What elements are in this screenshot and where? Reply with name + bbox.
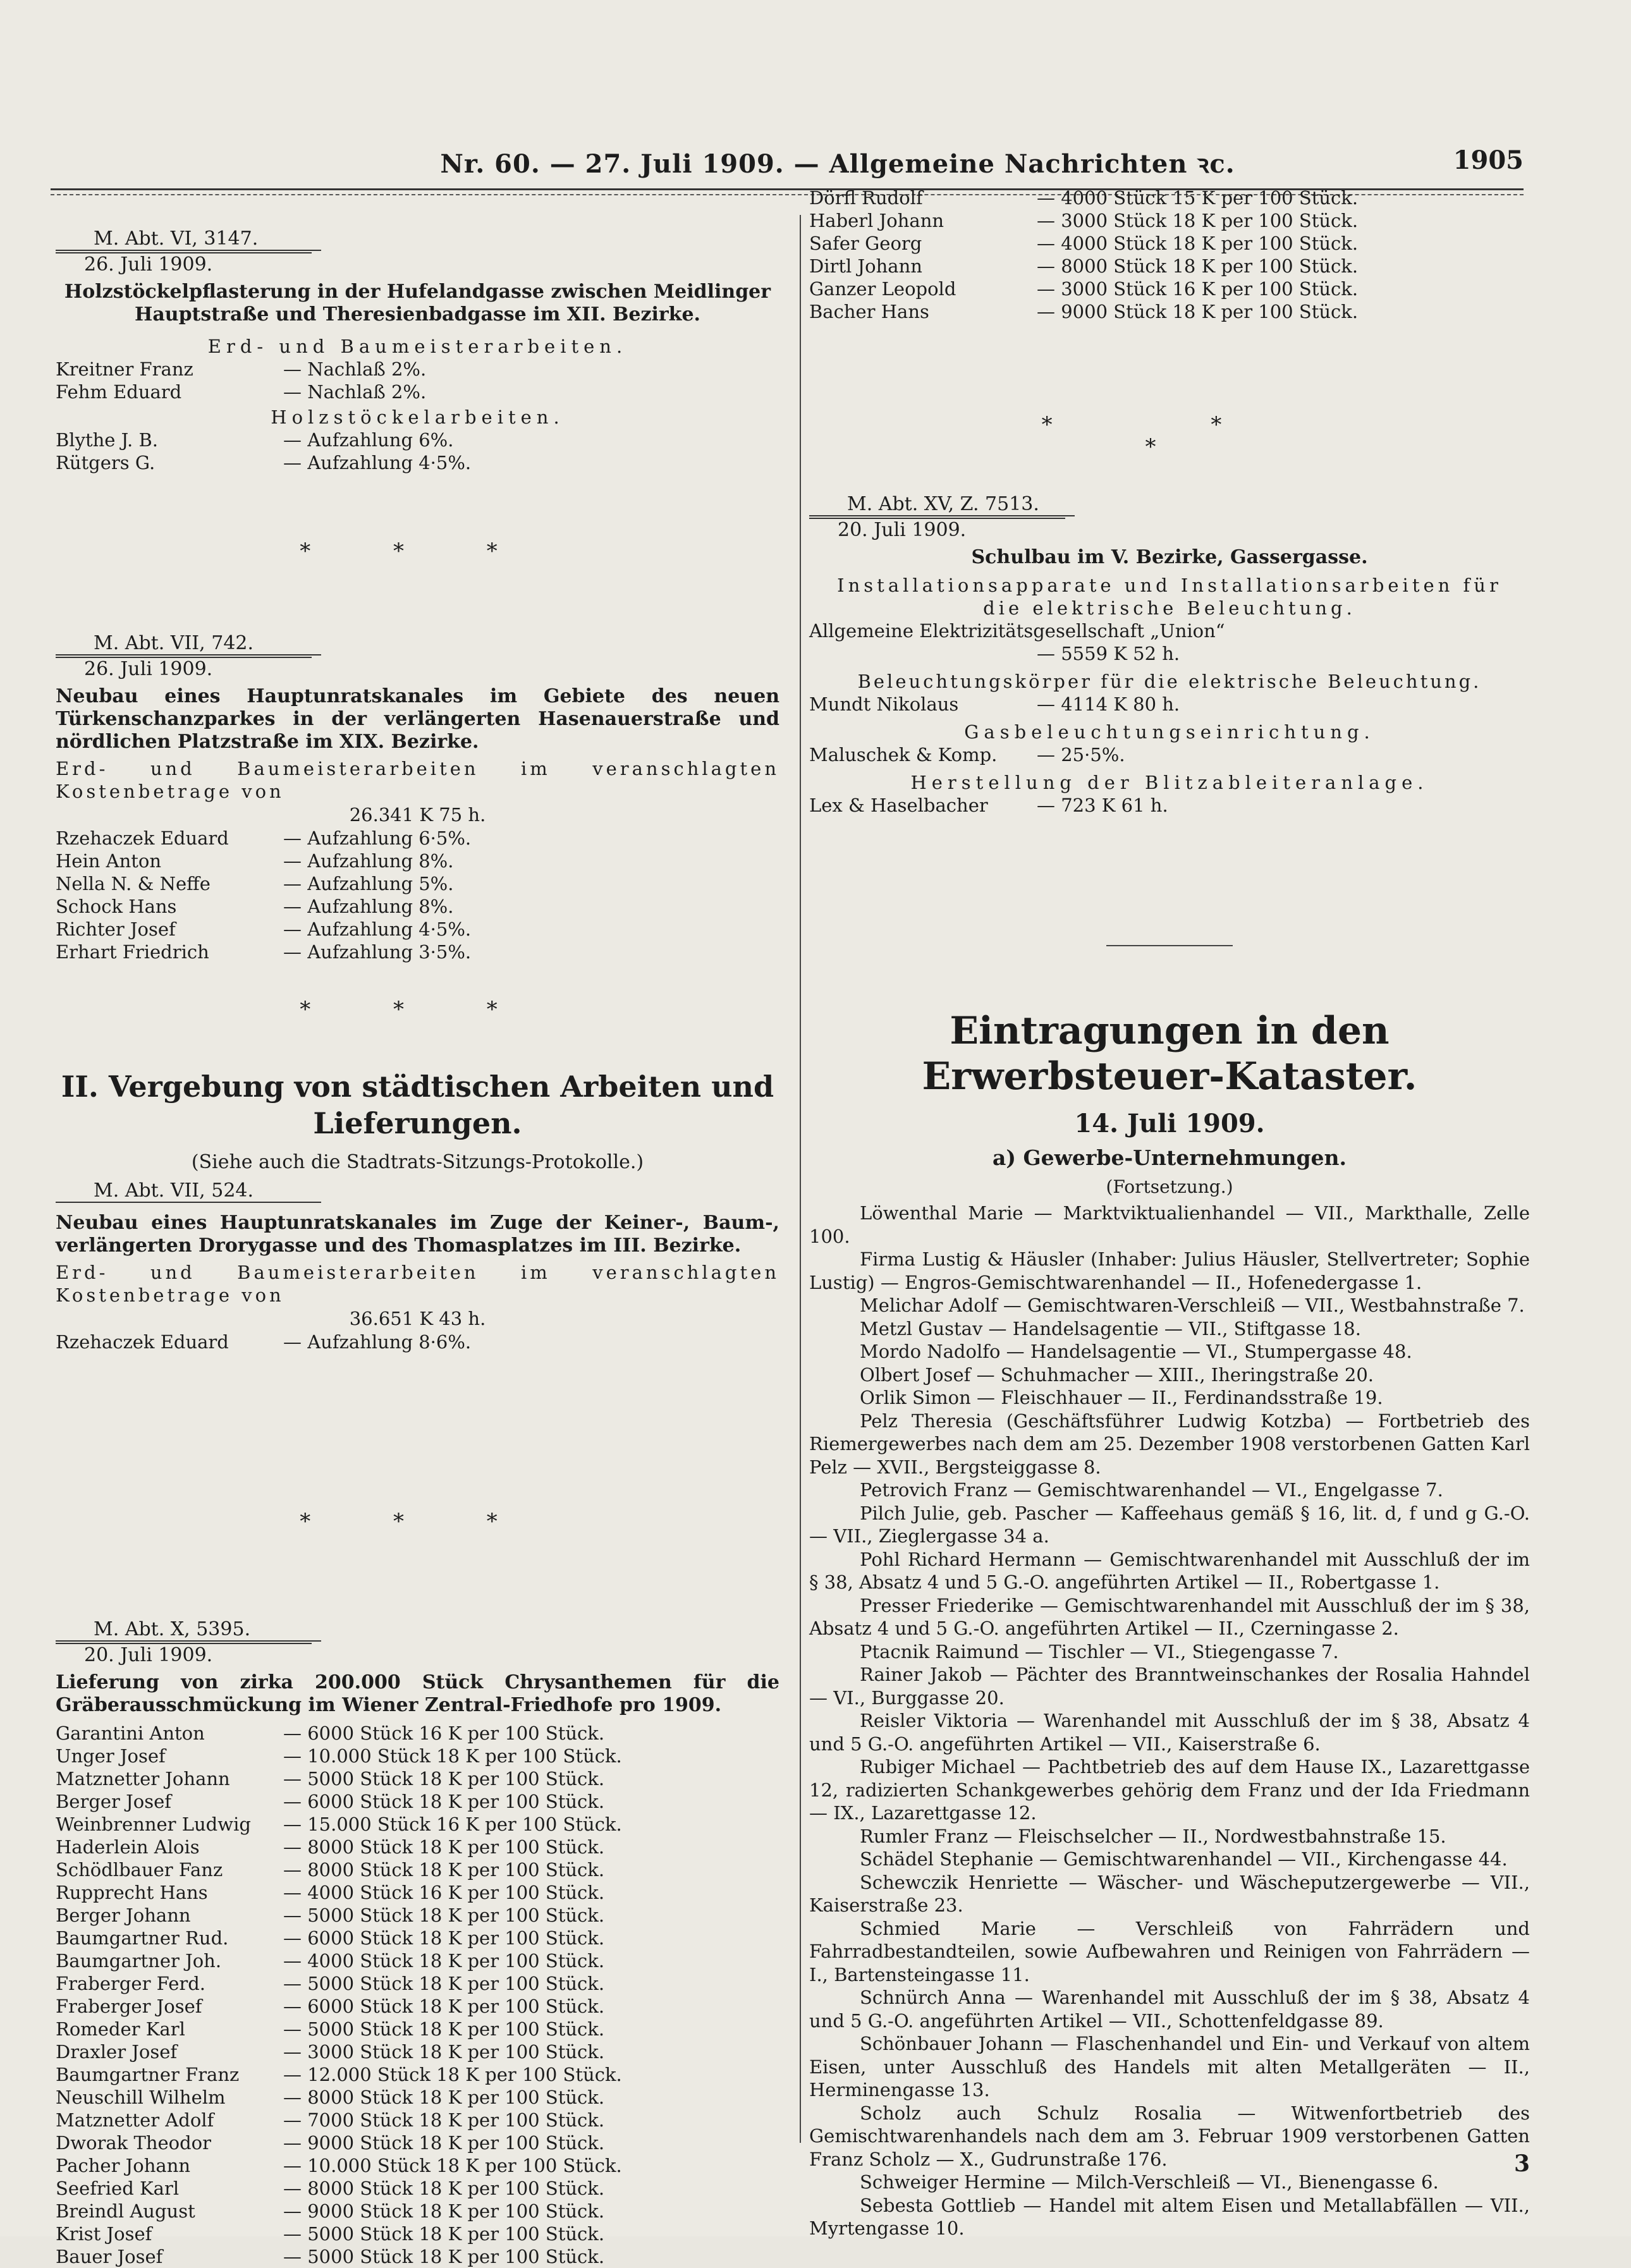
bidder-name: Rupprecht Hans (56, 1882, 208, 1903)
bidder-name: Draxler Josef (56, 2041, 178, 2063)
bid-row (56, 2109, 779, 2131)
bidder-name: Maluschek & Komp. (809, 744, 998, 765)
list-item: Presser Friederike — Gemischtwarenhandel mit Ausschluß der im § 38, Absatz 4 und 5 G.-O. angeführten Artikel — II., Czerningasse 2. (809, 1594, 1530, 1639)
list-item: Sebesta Gottlieb — Handel mit altem Eisen und Metallabfällen — VII., Myrtengasse 10. (809, 2194, 1530, 2239)
separator-stars: * * * (300, 1509, 535, 1534)
bid-row (56, 1331, 779, 1353)
bid-value: — Aufzahlung 6·5%. (283, 827, 472, 849)
bid-value: — 723 K 61 h. (1037, 795, 1168, 816)
page-header (152, 145, 1524, 183)
bidder-name: Fraberger Josef (56, 1996, 202, 2017)
list-item: Rubiger Michael — Pachtbetrieb des auf dem Hause IX., Lazarettgasse 12, radizierten Schankgewerbes gehörig dem Franz und der Ida Friedmann — IX., Lazarettgasse 12. (809, 1756, 1530, 1824)
section-reference (809, 493, 1530, 541)
bid-row (56, 1949, 779, 1972)
reference-date: 26. Juli 1909. (56, 657, 312, 680)
list-item: Olbert Josef — Schuhmacher — XIII., Iheringstraße 20. (860, 1363, 1374, 1386)
bidder-name: Dirtl Johann (809, 255, 922, 277)
list-item: Schmied Marie — Verschleiß von Fahrrädern und Fahrradbestandteilen, sowie Aufbewahren und Reinigen von Fahrrädern — I., Bartensteingasse 11. (809, 1917, 1530, 1985)
bid-row (56, 1972, 779, 1995)
bid-value: — 5000 Stück 18 K per 100 Stück. (283, 2246, 605, 2267)
bidder-name: Blythe J. B. (56, 429, 159, 451)
bid-value: — 5000 Stück 18 K per 100 Stück. (283, 2223, 605, 2245)
bid-row (809, 693, 1530, 716)
bidder-name: Baumgartner Franz (56, 2064, 240, 2085)
list-item: Schönbauer Johann — Flaschenhandel und Ein- und Verkauf von altem Eisen, unter Ausschluß des Handels mit alten Metallgeräten — II., Herminengasse 13. (809, 2033, 1530, 2100)
bidder-name: Baumgartner Joh. (56, 1950, 222, 1972)
bid-row (56, 2222, 779, 2245)
bidder-name: Allgemeine Elektrizitätsgesellschaft „Union“ (809, 620, 1225, 642)
section-reference (56, 1180, 779, 1203)
bid-value: — 9000 Stück 18 K per 100 Stück. (283, 2200, 605, 2222)
bidder-name: Pacher Johann (56, 2155, 191, 2176)
bidder-name: Weinbrenner Ludwig (56, 1814, 251, 1835)
bidder-name: Haberl Johann (809, 210, 944, 231)
separator-stars: * (1145, 434, 1194, 460)
bid-row (56, 2154, 779, 2177)
bidder-name: Romeder Karl (56, 2018, 185, 2040)
reference-number: M. Abt. VII, 742. (56, 632, 321, 655)
bid-row (56, 850, 779, 872)
section-reference (56, 228, 779, 276)
bid-row (56, 1745, 779, 1767)
bid-row (809, 277, 1530, 300)
bidder-name: Kreitner Franz (56, 358, 193, 380)
bid-value: — 12.000 Stück 18 K per 100 Stück. (283, 2064, 622, 2085)
bid-row (56, 1813, 779, 1836)
bid-value: — 3000 Stück 16 K per 100 Stück. (1037, 278, 1359, 300)
bid-value: — 6000 Stück 16 K per 100 Stück. (283, 1722, 605, 1744)
page-number: 1905 (1453, 145, 1524, 175)
bidder-name: Berger Josef (56, 1791, 172, 1812)
section-title: Schulbau im V. Bezirke, Gassergasse. (971, 546, 1368, 568)
separator-stars: * * (1041, 412, 1298, 437)
bidder-name: Baumgartner Rud. (56, 1927, 229, 1949)
subheading: Herstellung der Blitzableiteranlage. (910, 772, 1429, 793)
bid-value: — Aufzahlung 3·5%. (283, 941, 472, 963)
bid-value: — Nachlaß 2%. (283, 381, 427, 403)
bidder-name: Schödlbauer Fanz (56, 1859, 223, 1881)
bidder-name: Rzehaczek Eduard (56, 1331, 229, 1353)
bid-value: — 9000 Stück 18 K per 100 Stück. (283, 2132, 605, 2154)
list-item: Orlik Simon — Fleischhauer — II., Ferdinandsstraße 19. (860, 1387, 1383, 1408)
bid-value: — 8000 Stück 18 K per 100 Stück. (1037, 255, 1359, 277)
bidder-name: Matznetter Johann (56, 1768, 230, 1789)
bid-value: — 5000 Stück 18 K per 100 Stück. (283, 1973, 605, 1994)
bid-row (809, 300, 1530, 323)
bid-value: — 5000 Stück 18 K per 100 Stück. (283, 2018, 605, 2040)
bid-row (56, 1722, 779, 1745)
bid-value: — 4000 Stück 16 K per 100 Stück. (283, 1882, 605, 1903)
list-item: Metzl Gustav — Handelsagentie — VII., Stiftgasse 18. (860, 1317, 1361, 1339)
sheet-number: 3 (1513, 2150, 1530, 2177)
bid-row (56, 358, 779, 381)
bid-value: — 6000 Stück 18 K per 100 Stück. (283, 1927, 605, 1949)
bidder-name: Erhart Friedrich (56, 941, 209, 963)
bid-value: — 9000 Stück 18 K per 100 Stück. (1037, 301, 1359, 322)
bidder-name: Berger Johann (56, 1905, 191, 1926)
separator-stars: * * * (300, 539, 535, 564)
bid-row (56, 451, 779, 474)
entry-list (809, 1202, 1530, 2240)
subheading: Erd- und Baumeisterarbeiten im veranschlagten Kostenbetrage von (56, 1262, 779, 1306)
bidder-name: Safer Georg (809, 233, 922, 254)
list-item: Rumler Franz — Fleischselcher — II., Nordwestbahnstraße 15. (860, 1825, 1446, 1847)
bid-row (56, 2063, 779, 2086)
bid-row (56, 2200, 779, 2222)
bid-value: — Aufzahlung 4·5%. (283, 452, 472, 473)
list-item: Schnürch Anna — Warenhandel mit Ausschluß der im § 38, Absatz 4 und 5 G.-O. angeführten Artikel — VII., Schottenfeldgasse 89. (809, 1987, 1530, 2032)
bid-value: — 4114 K 80 h. (1037, 693, 1180, 715)
bid-row (56, 918, 779, 941)
bidder-name: Schock Hans (56, 896, 177, 917)
list-item: Schweiger Hermine — Milch-Verschleiß — VI., Bienengasse 6. (860, 2171, 1439, 2193)
subheading: Installationsapparate und Installationsarbeiten für (837, 575, 1502, 596)
bid-value: — 3000 Stück 18 K per 100 Stück. (283, 2041, 605, 2063)
chapter-subtitle: a) Gewerbe-Unternehmungen. (992, 1145, 1347, 1170)
bid-value: — 5000 Stück 18 K per 100 Stück. (283, 1768, 605, 1789)
bid-row (56, 1904, 779, 1927)
bidder-name: Seefried Karl (56, 2178, 180, 2199)
bidder-name: Richter Josef (56, 918, 176, 940)
bid-row (56, 827, 779, 850)
bid-row (56, 2040, 779, 2063)
bid-value: — Aufzahlung 8%. (283, 850, 454, 872)
bid-row (56, 895, 779, 918)
subheading-amount: 36.651 K 43 h. (349, 1308, 486, 1329)
bid-row (56, 2245, 779, 2268)
section-erwerbsteuer (809, 1008, 1530, 2240)
list-item: Löwenthal Marie — Marktviktualienhandel — VII., Markthalle, Zelle 100. (809, 1202, 1530, 1247)
bid-value: — Nachlaß 2%. (283, 358, 427, 380)
bid-value: — 4000 Stück 18 K per 100 Stück. (283, 1950, 605, 1972)
subheading: Beleuchtungskörper für die elektrische Beleuchtung. (857, 671, 1482, 692)
chapter-title: II. Vergebung von städtischen Arbeiten und Lieferungen. (61, 1070, 774, 1140)
bid-row (809, 209, 1530, 232)
bid-row (56, 1858, 779, 1881)
section-vergebung (56, 1068, 779, 1353)
column-divider (800, 215, 801, 2143)
reference-date: 26. Juli 1909. (56, 252, 312, 276)
bid-value: — 8000 Stück 18 K per 100 Stück. (283, 2178, 605, 2199)
chapter-note: (Siehe auch die Stadtrats-Sitzungs-Protokolle.) (191, 1151, 644, 1173)
bid-row (56, 872, 779, 895)
list-item: Schädel Stephanie — Gemischtwarenhandel — VII., Kirchengasse 44. (860, 1848, 1508, 1870)
section-tuerkenschanz (56, 632, 779, 963)
section-title: Lieferung von zirka 200.000 Stück Chrysanthemen für die Gräberausschmückung im Wiener Zentral-Friedhofe pro 1909. (56, 1671, 779, 1716)
bidder-name: Bacher Hans (809, 301, 929, 322)
bid-value: — 15.000 Stück 16 K per 100 Stück. (283, 1814, 622, 1835)
bid-row (56, 2177, 779, 2200)
bid-row (56, 941, 779, 963)
bid-value: — 25·5%. (1037, 744, 1125, 765)
list-item: Pelz Theresia (Geschäftsführer Ludwig Kotzba) — Fortbetrieb des Riemergewerbes nach dem am 25. Dezember 1908 verstorbenen Gatten Karl Pelz — XVII., Bergsteiggasse 8. (809, 1410, 1530, 1478)
bid-value: — 7000 Stück 18 K per 100 Stück. (283, 2109, 605, 2131)
bidder-name: Krist Josef (56, 2223, 152, 2245)
bid-value: — 4000 Stück 15 K per 100 Stück. (1037, 187, 1359, 209)
reference-number: M. Abt. X, 5395. (56, 1618, 321, 1642)
bidder-name: Unger Josef (56, 1745, 166, 1767)
bid-value: — 6000 Stück 18 K per 100 Stück. (283, 1996, 605, 2017)
bid-value: — Aufzahlung 4·5%. (283, 918, 472, 940)
bidder-name: Garantini Anton (56, 1722, 205, 1744)
bid-value: — 8000 Stück 18 K per 100 Stück. (283, 1859, 605, 1881)
continued-bid-list (809, 186, 1530, 323)
bid-row (56, 1995, 779, 2018)
bidder-name: Haderlein Alois (56, 1836, 200, 1858)
bid-row (809, 619, 1530, 642)
bidder-name: Hein Anton (56, 850, 162, 872)
list-item: Schewczik Henriette — Wäscher- und Wäscheputzergewerbe — VII., Kaiserstraße 23. (809, 1871, 1530, 1916)
reference-date: 20. Juli 1909. (809, 518, 1065, 541)
bid-value: — 3000 Stück 18 K per 100 Stück. (1037, 210, 1359, 231)
bidder-name: Lex & Haselbacher (809, 795, 988, 816)
separator-stars: * * * (300, 997, 535, 1022)
subheading-amount: 26.341 K 75 h. (349, 804, 486, 826)
section-chrysanthemen (56, 1618, 779, 2268)
subheading: Holzstöckelarbeiten. (271, 406, 565, 428)
bidder-name: Bauer Josef (56, 2246, 163, 2267)
subheading: die elektrische Beleuchtung. (983, 597, 1356, 619)
bid-row (56, 381, 779, 403)
bid-row (809, 794, 1530, 817)
bid-row (809, 642, 1530, 665)
chapter-note: (Fortsetzung.) (1106, 1176, 1233, 1197)
bid-value: — 5559 K 52 h. (1037, 643, 1180, 664)
bid-value: — 5000 Stück 18 K per 100 Stück. (283, 1905, 605, 1926)
bid-row (56, 1927, 779, 1949)
reference-number: M. Abt. VII, 524. (56, 1180, 321, 1203)
section-title: Neubau eines Hauptunratskanales im Gebiete des neuen Türkenschanzparkes in der verlängerten Hasenauerstraße und nördlichen Platzstraße im XIX. Bezirke. (56, 685, 779, 753)
chapter-date: 14. Juli 1909. (1074, 1109, 1265, 1138)
list-item: Melichar Adolf — Gemischtwaren-Verschleiß — VII., Westbahnstraße 7. (860, 1295, 1525, 1316)
bid-list (56, 1722, 779, 2268)
section-title: Neubau eines Hauptunratskanales im Zuge der Keiner-, Baum-, verlängerten Drorygasse und des Thomasplatzes im III. Bezirke. (56, 1212, 779, 1257)
bid-row (56, 1836, 779, 1858)
list-item: Scholz auch Schulz Rosalia — Witwenfortbetrieb des Gemischtwarenhandels nach dem am 3. Februar 1909 verstorbenen Gatten Franz Scholz — X., Gudrunstraße 176. (809, 2102, 1530, 2170)
reference-date: 20. Juli 1909. (56, 1643, 312, 1666)
section-schulbau (809, 493, 1530, 817)
subheading: Erd- und Baumeisterarbeiten. (207, 336, 628, 357)
bidder-name: Mundt Nikolaus (809, 693, 959, 715)
section-reference (56, 1618, 779, 1666)
bidder-name: Ganzer Leopold (809, 278, 956, 300)
bidder-name: Rütgers G. (56, 452, 156, 473)
bid-value: — Aufzahlung 6%. (283, 429, 454, 451)
header-title: Nr. 60. — 27. Juli 1909. — Allgemeine Nachrichten ꝛc. (440, 149, 1235, 179)
bid-value: — 8000 Stück 18 K per 100 Stück. (283, 2087, 605, 2108)
bid-value: — 4000 Stück 18 K per 100 Stück. (1037, 233, 1359, 254)
list-item: Petrovich Franz — Gemischtwarenhandel — VI., Engelgasse 7. (860, 1479, 1443, 1501)
bidder-name: Rzehaczek Eduard (56, 827, 229, 849)
bid-row (56, 1767, 779, 1790)
bidder-name: Neuschill Wilhelm (56, 2087, 226, 2108)
bidder-name: Dworak Theodor (56, 2132, 212, 2154)
mid-rule (809, 945, 1530, 946)
bidder-name: Fraberger Ferd. (56, 1973, 206, 1994)
list-item: Rainer Jakob — Pächter des Branntweinschankes der Rosalia Hahndel — VI., Burggasse 20. (809, 1664, 1530, 1709)
bidder-name: Fehm Eduard (56, 381, 182, 403)
reference-number: M. Abt. XV, Z. 7513. (809, 493, 1075, 516)
bid-row (809, 232, 1530, 255)
bid-row (56, 1790, 779, 1813)
bid-row (56, 2086, 779, 2109)
section-title: Holzstöckelpflasterung in der Hufelandgasse zwischen Meidlinger Hauptstraße und Theresienbadgasse im XII. Bezirke. (64, 281, 771, 326)
list-item: Pohl Richard Hermann — Gemischtwarenhandel mit Ausschluß der im § 38, Absatz 4 und 5 G.-O. angeführten Artikel — II., Robertgasse 1. (809, 1548, 1530, 1593)
bid-value: — Aufzahlung 8%. (283, 896, 454, 917)
bidder-name: Breindl August (56, 2200, 195, 2222)
section-reference (56, 632, 779, 680)
subheading: Gasbeleuchtungseinrichtung. (964, 721, 1375, 743)
list-item: Mordo Nadolfo — Handelsagentie — VI., Stumpergasse 48. (860, 1341, 1412, 1362)
chapter-title: Eintragungen in den Erwerbsteuer-Kataster. (922, 1009, 1417, 1099)
bid-row (56, 2018, 779, 2040)
bid-row (56, 429, 779, 451)
reference-number: M. Abt. VI, 3147. (56, 228, 321, 251)
list-item: Ptacnik Raimund — Tischler — VI., Stiegengasse 7. (860, 1640, 1339, 1662)
bid-value: — 8000 Stück 18 K per 100 Stück. (283, 1836, 605, 1858)
bid-value: — 10.000 Stück 18 K per 100 Stück. (283, 2155, 622, 2176)
bidder-name: Matznetter Adolf (56, 2109, 214, 2131)
bid-row (56, 2131, 779, 2154)
list-item: Pilch Julie, geb. Pascher — Kaffeehaus gemäß § 16, lit. d, f und g G.-O. — VII., Zieglergasse 34 a. (809, 1502, 1530, 1547)
bid-row (809, 186, 1530, 209)
bid-row (56, 1881, 779, 1904)
bid-value: — 6000 Stück 18 K per 100 Stück. (283, 1791, 605, 1812)
list-item: Firma Lustig & Häusler (Inhaber: Julius Häusler, Stellvertreter; Sophie Lustig) — Engros-Gemischtwarenhandel — II., Hofenedergasse 1. (809, 1248, 1530, 1293)
bid-value: — Aufzahlung 5%. (283, 873, 454, 894)
list-item: Reisler Viktoria — Warenhandel mit Ausschluß der im § 38, Absatz 4 und 5 G.-O. angeführten Artikel — VII., Kaiserstraße 6. (809, 1710, 1530, 1755)
bid-row (809, 743, 1530, 766)
bidder-name: Dörfl Rudolf (809, 187, 923, 209)
bid-row (809, 255, 1530, 277)
subheading: Erd- und Baumeisterarbeiten im veranschlagten Kostenbetrage von (56, 758, 779, 802)
section-holzstoeckel (56, 228, 779, 474)
bid-value: — Aufzahlung 8·6%. (283, 1331, 472, 1353)
bid-value: — 10.000 Stück 18 K per 100 Stück. (283, 1745, 622, 1767)
bidder-name: Nella N. & Neffe (56, 873, 211, 894)
